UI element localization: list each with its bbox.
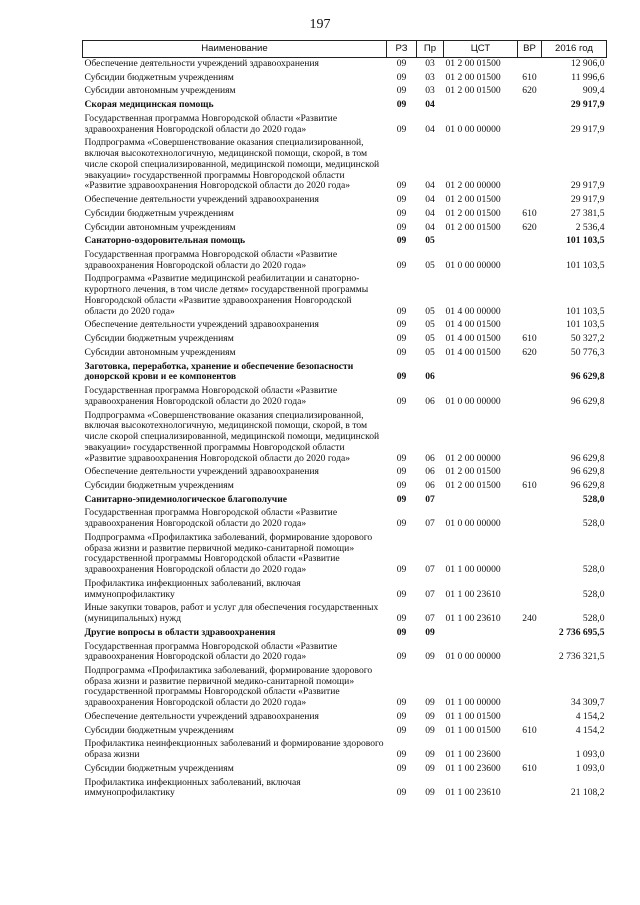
cell-amount: 101 103,5 xyxy=(566,235,605,247)
cell-vr xyxy=(518,58,542,72)
cell-cst: 01 2 00 00000 xyxy=(445,180,501,192)
cell-name: Обеспечение деятельности учреждений здравоохранения xyxy=(84,466,319,478)
cell-cst: 01 2 00 01500 xyxy=(445,71,501,83)
cell-pr: 07 xyxy=(425,493,435,505)
table-row xyxy=(83,532,607,578)
cell-rz: 09 xyxy=(396,180,407,192)
table-row xyxy=(83,777,607,801)
cell-vr: 620 xyxy=(522,346,537,358)
cell-name: Профилактика инфекционных заболеваний, включая иммунопрофилактику xyxy=(84,577,301,600)
cell-name: Подпрограмма «Профилактика заболеваний, формирование здорового образа жизни и развитие первичной медико-санитарной помощи» государственной программы Новгородской области «Развитие здравоохранения Новгородской области до 2020 года» xyxy=(84,664,373,709)
cell-vr xyxy=(518,273,542,319)
cell-pr: 04 xyxy=(425,123,435,135)
table-row xyxy=(83,665,607,711)
table-row xyxy=(83,58,607,72)
table-row xyxy=(83,194,607,208)
cell-pr: 03 xyxy=(425,58,435,69)
cell-cst: 01 4 00 00000 xyxy=(445,305,501,317)
cell-vr xyxy=(518,665,542,711)
cell-rz: 09 xyxy=(396,333,407,345)
cell-pr: 04 xyxy=(425,194,435,206)
table-row xyxy=(83,208,607,222)
cell-cst: 01 0 00 00000 xyxy=(445,518,501,530)
cell-pr: 05 xyxy=(425,235,435,247)
cell-vr xyxy=(518,249,542,273)
cell-vr: 610 xyxy=(522,724,537,736)
cell-name: Заготовка, переработка, хранение и обеспечение безопасности донорской крови и ее компонентов xyxy=(84,360,354,383)
cell-pr: 06 xyxy=(425,395,435,407)
cell-amount: 528,0 xyxy=(582,493,605,505)
cell-vr xyxy=(518,319,542,333)
table-row xyxy=(83,137,607,194)
cell-name: Субсидии автономным учреждениям xyxy=(84,346,236,358)
section-row xyxy=(83,627,607,641)
table-row xyxy=(83,466,607,480)
cell-name: Обеспечение деятельности учреждений здравоохранения xyxy=(84,319,319,331)
cell-cst: 01 4 00 01500 xyxy=(445,333,501,345)
cell-vr: 610 xyxy=(522,333,537,345)
cell-vr xyxy=(518,494,542,508)
cell-cst: 01 1 00 00000 xyxy=(445,697,501,709)
cell-amount: 1 093,0 xyxy=(575,762,605,774)
cell-cst: 01 0 00 00000 xyxy=(445,395,501,407)
cell-amount: 528,0 xyxy=(582,613,605,625)
cell-cst: 01 1 00 23600 xyxy=(445,762,501,774)
cell-amount: 29 917,9 xyxy=(570,194,605,206)
cell-name: Иные закупки товаров, работ и услуг для обеспечения государственных (муниципальных) нужд xyxy=(84,602,379,625)
cell-cst: 01 2 00 01500 xyxy=(445,58,501,69)
cell-rz: 09 xyxy=(396,749,407,761)
cell-name: Скорая медицинская помощь xyxy=(84,99,214,111)
table-row xyxy=(83,249,607,273)
cell-cst: 01 1 00 00000 xyxy=(445,564,501,576)
cell-pr: 09 xyxy=(425,626,435,638)
cell-cst xyxy=(444,235,518,249)
cell-amount: 12 906,0 xyxy=(570,58,605,69)
cell-pr: 05 xyxy=(425,346,435,358)
table-row xyxy=(83,480,607,494)
cell-name: Профилактика инфекционных заболеваний, включая иммунопрофилактику xyxy=(84,776,301,799)
cell-amount: 909,4 xyxy=(582,85,605,97)
table-row xyxy=(83,72,607,86)
cell-amount: 101 103,5 xyxy=(566,259,605,271)
cell-amount: 21 108,2 xyxy=(570,787,605,799)
cell-vr xyxy=(518,113,542,137)
cell-cst: 01 2 00 01500 xyxy=(445,466,501,478)
cell-cst: 01 2 00 01500 xyxy=(445,194,501,206)
table-body xyxy=(83,58,607,802)
table-row xyxy=(83,222,607,236)
table-row xyxy=(83,738,607,762)
table-row xyxy=(83,273,607,319)
cell-rz: 09 xyxy=(396,724,407,736)
cell-cst: 01 1 00 23610 xyxy=(445,613,501,625)
cell-pr: 09 xyxy=(425,762,435,774)
cell-amount: 11 996,6 xyxy=(571,71,605,83)
cell-rz: 09 xyxy=(396,259,407,271)
cell-cst: 01 4 00 01500 xyxy=(445,319,501,331)
cell-name: Субсидии бюджетным учреждениям xyxy=(84,207,234,219)
cell-amount: 27 381,5 xyxy=(570,207,605,219)
cell-rz: 09 xyxy=(396,613,407,625)
header-cst: ЦСТ xyxy=(444,41,518,58)
cell-pr: 04 xyxy=(425,207,435,219)
cell-vr xyxy=(518,641,542,665)
cell-name: Государственная программа Новгородской области «Развитие здравоохранения Новгородской области до 2020 года» xyxy=(84,507,338,530)
cell-amount: 29 917,9 xyxy=(570,180,605,192)
cell-vr xyxy=(518,777,542,801)
cell-rz: 09 xyxy=(396,305,407,317)
cell-pr: 03 xyxy=(425,71,435,83)
cell-name: Государственная программа Новгородской области «Развитие здравоохранения Новгородской области до 2020 года» xyxy=(84,385,338,407)
cell-cst: 01 0 00 00000 xyxy=(445,123,501,135)
cell-vr xyxy=(518,578,542,602)
cell-rz: 09 xyxy=(396,626,407,638)
cell-amount: 528,0 xyxy=(582,518,605,530)
cell-amount: 2 536,4 xyxy=(575,221,605,233)
cell-amount: 528,0 xyxy=(582,588,605,600)
budget-table xyxy=(82,40,607,801)
cell-amount: 96 629,8 xyxy=(570,395,605,407)
table-row xyxy=(83,602,607,626)
cell-cst: 01 4 00 01500 xyxy=(445,346,501,358)
cell-amount: 34 309,7 xyxy=(570,697,605,709)
cell-pr: 09 xyxy=(425,710,435,722)
table-row xyxy=(83,578,607,602)
cell-cst xyxy=(444,99,518,113)
cell-name: Государственная программа Новгородской области «Развитие здравоохранения Новгородской области до 2020 года» xyxy=(84,640,338,663)
cell-rz: 09 xyxy=(396,85,407,97)
cell-name: Профилактика неинфекционных заболеваний и формирование здорового образа жизни xyxy=(84,738,384,761)
cell-rz: 09 xyxy=(396,71,407,83)
table-row xyxy=(83,507,607,531)
table-row xyxy=(83,725,607,739)
cell-cst xyxy=(444,627,518,641)
cell-pr: 07 xyxy=(425,613,435,625)
cell-amount: 101 103,5 xyxy=(566,305,605,317)
cell-rz: 09 xyxy=(396,518,407,530)
cell-name: Обеспечение деятельности учреждений здравоохранения xyxy=(84,710,319,722)
cell-cst: 01 1 00 23600 xyxy=(445,749,501,761)
cell-vr xyxy=(518,194,542,208)
cell-pr: 07 xyxy=(425,518,435,530)
cell-vr xyxy=(518,99,542,113)
cell-name: Санитарно-эпидемиологическое благополучие xyxy=(84,493,287,505)
cell-rz: 09 xyxy=(396,787,407,799)
section-row xyxy=(83,235,607,249)
header-pr: Пр xyxy=(417,41,444,58)
cell-vr xyxy=(518,385,542,409)
cell-vr xyxy=(518,361,542,385)
cell-name: Субсидии бюджетным учреждениям xyxy=(84,333,234,345)
cell-amount: 1 093,0 xyxy=(575,749,605,761)
cell-vr: 620 xyxy=(522,221,537,233)
cell-vr xyxy=(518,532,542,578)
cell-rz: 09 xyxy=(396,221,407,233)
cell-amount: 2 736 695,5 xyxy=(558,626,605,638)
cell-pr: 05 xyxy=(425,333,435,345)
cell-rz: 09 xyxy=(396,235,407,247)
cell-cst xyxy=(444,494,518,508)
cell-rz: 09 xyxy=(396,194,407,206)
cell-vr: 610 xyxy=(522,71,537,83)
header-amount: 2016 год xyxy=(542,41,607,58)
cell-amount: 96 629,8 xyxy=(570,452,605,464)
cell-name: Субсидии автономным учреждениям xyxy=(84,85,236,97)
header-name: Наименование xyxy=(83,41,387,58)
cell-pr: 06 xyxy=(425,371,435,383)
cell-rz: 09 xyxy=(396,710,407,722)
table-row xyxy=(83,410,607,467)
cell-cst: 01 2 00 01500 xyxy=(445,85,501,97)
cell-pr: 07 xyxy=(425,588,435,600)
cell-name: Подпрограмма «Профилактика заболеваний, формирование здорового образа жизни и развитие первичной медико-санитарной помощи» государственной программы Новгородской области «Развитие здравоохранения Новгородской области до 2020 года» xyxy=(84,531,373,576)
cell-pr: 09 xyxy=(425,749,435,761)
cell-name: Субсидии бюджетным учреждениям xyxy=(84,71,234,83)
cell-name: Государственная программа Новгородской области «Развитие здравоохранения Новгородской области до 2020 года» xyxy=(84,112,338,135)
cell-name: Подпрограмма «Совершенствование оказания специализированной, включая высокотехнологичную, медицинской помощи, скорой, в том числе скорой специализированной, медицинской помощи, медицинской эвакуации» государственной программы Новгородской области «Развитие здравоохранения Новгородской области до 2020 года» xyxy=(84,137,380,192)
cell-pr: 06 xyxy=(425,452,435,464)
cell-amount: 50 776,3 xyxy=(570,346,605,358)
cell-vr: 620 xyxy=(522,85,537,97)
cell-rz: 09 xyxy=(396,697,407,709)
cell-cst: 01 2 00 01500 xyxy=(445,479,501,491)
cell-cst: 01 2 00 00000 xyxy=(445,452,501,464)
cell-pr: 04 xyxy=(425,221,435,233)
table-row xyxy=(83,347,607,361)
cell-pr: 05 xyxy=(425,319,435,331)
table-row xyxy=(83,333,607,347)
cell-rz: 09 xyxy=(396,58,407,69)
cell-vr xyxy=(518,410,542,467)
cell-amount: 96 629,8 xyxy=(570,371,605,383)
cell-rz: 09 xyxy=(396,207,407,219)
cell-pr: 09 xyxy=(425,724,435,736)
cell-rz: 09 xyxy=(396,395,407,407)
cell-pr: 05 xyxy=(425,259,435,271)
cell-cst: 01 1 00 23610 xyxy=(445,588,501,600)
cell-rz: 09 xyxy=(396,371,407,383)
cell-rz: 09 xyxy=(396,466,407,478)
cell-amount: 4 154,2 xyxy=(575,724,605,736)
cell-name: Субсидии бюджетным учреждениям xyxy=(84,724,234,736)
cell-vr: 610 xyxy=(522,207,537,219)
cell-cst: 01 0 00 00000 xyxy=(445,651,501,663)
cell-rz: 09 xyxy=(396,346,407,358)
cell-rz: 09 xyxy=(396,762,407,774)
cell-rz: 09 xyxy=(396,651,407,663)
cell-rz: 09 xyxy=(396,123,407,135)
cell-cst: 01 2 00 01500 xyxy=(445,221,501,233)
cell-pr: 05 xyxy=(425,305,435,317)
cell-vr xyxy=(518,137,542,194)
section-row xyxy=(83,99,607,113)
cell-pr: 06 xyxy=(425,479,435,491)
section-row xyxy=(83,494,607,508)
cell-pr: 09 xyxy=(425,697,435,709)
cell-rz: 09 xyxy=(396,493,407,505)
cell-amount: 528,0 xyxy=(582,564,605,576)
cell-cst: 01 2 00 01500 xyxy=(445,207,501,219)
cell-name: Другие вопросы в области здравоохранения xyxy=(84,626,276,638)
cell-cst: 01 0 00 00000 xyxy=(445,259,501,271)
cell-vr xyxy=(518,738,542,762)
cell-rz: 09 xyxy=(396,588,407,600)
cell-amount: 2 736 321,5 xyxy=(558,651,605,663)
cell-name: Субсидии бюджетным учреждениям xyxy=(84,762,234,774)
cell-name: Подпрограмма «Совершенствование оказания специализированной, включая высокотехнологичную, медицинской помощи, скорой, в том числе скорой специализированной, медицинской помощи, медицинской эвакуации» государственной программы Новгородской области «Развитие здравоохранения Новгородской области до 2020 года» xyxy=(84,409,380,464)
cell-amount: 101 103,5 xyxy=(566,319,605,331)
table-row xyxy=(83,711,607,725)
section-row xyxy=(83,361,607,385)
cell-rz: 09 xyxy=(396,99,407,111)
header-vr: ВР xyxy=(518,41,542,58)
cell-amount: 29 917,9 xyxy=(570,123,605,135)
cell-pr: 04 xyxy=(425,180,435,192)
page-number: 197 xyxy=(309,17,331,32)
cell-vr xyxy=(518,466,542,480)
cell-name: Обеспечение деятельности учреждений здравоохранения xyxy=(84,194,319,206)
cell-vr: 610 xyxy=(522,479,537,491)
cell-cst xyxy=(444,361,518,385)
cell-name: Субсидии бюджетным учреждениям xyxy=(84,479,234,491)
cell-vr xyxy=(518,711,542,725)
cell-vr xyxy=(518,507,542,531)
cell-name: Государственная программа Новгородской области «Развитие здравоохранения Новгородской области до 2020 года» xyxy=(84,249,338,271)
table-row xyxy=(83,113,607,137)
cell-amount: 96 629,8 xyxy=(570,466,605,478)
cell-vr: 610 xyxy=(522,762,537,774)
header-rz: РЗ xyxy=(387,41,417,58)
cell-vr xyxy=(518,235,542,249)
cell-name: Подпрограмма «Развитие медицинской реабилитации и санаторно-курортного лечения, в том числе детям» государственной программы Новгородской области «Развитие здравоохранения Новгородской области до 2020 года» xyxy=(84,273,369,317)
table-row xyxy=(83,641,607,665)
cell-rz: 09 xyxy=(396,319,407,331)
cell-cst: 01 1 00 01500 xyxy=(445,724,501,736)
table-row xyxy=(83,319,607,333)
cell-rz: 09 xyxy=(396,479,407,491)
cell-cst: 01 1 00 01500 xyxy=(445,710,501,722)
table-row xyxy=(83,385,607,409)
cell-amount: 50 327,2 xyxy=(570,333,605,345)
table-row xyxy=(83,763,607,777)
table-row xyxy=(83,85,607,99)
cell-pr: 04 xyxy=(425,99,435,111)
cell-vr: 240 xyxy=(522,613,537,625)
cell-amount: 4 154,2 xyxy=(575,710,605,722)
cell-pr: 06 xyxy=(425,466,435,478)
cell-rz: 09 xyxy=(396,564,407,576)
cell-name: Санаторно-оздоровительная помощь xyxy=(84,235,246,247)
cell-name: Субсидии автономным учреждениям xyxy=(84,221,236,233)
cell-amount: 96 629,8 xyxy=(570,479,605,491)
cell-pr: 09 xyxy=(425,651,435,663)
cell-amount: 29 917,9 xyxy=(570,99,605,111)
cell-pr: 07 xyxy=(425,564,435,576)
cell-cst: 01 1 00 23610 xyxy=(445,787,501,799)
cell-pr: 03 xyxy=(425,85,435,97)
cell-name: Обеспечение деятельности учреждений здравоохранения xyxy=(84,58,319,69)
table-header-row xyxy=(83,41,607,58)
cell-pr: 09 xyxy=(425,787,435,799)
cell-vr xyxy=(518,627,542,641)
cell-rz: 09 xyxy=(396,452,407,464)
